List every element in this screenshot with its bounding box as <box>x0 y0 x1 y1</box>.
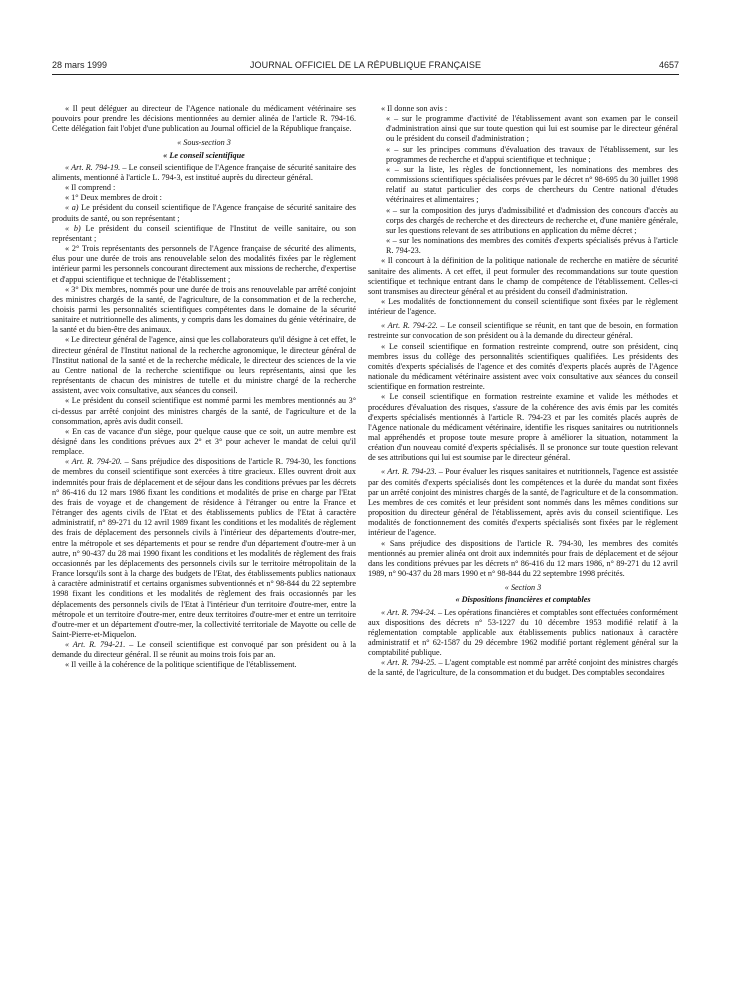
paragraph-modalites: « Les modalités de fonctionnement du conseil scientifique sont fixées par le règlement intérieur de l'agence. <box>368 296 678 317</box>
article-ref: « Art. R. 794-19. <box>65 162 121 172</box>
item-a-text: Le président du conseil scientifique de l'Agence française de sécurité sanitaire des produits de santé, ou son représentant ; <box>52 203 356 223</box>
paragraph-sans-prejudice: « Sans préjudice des dispositions de l'article R. 794-30, les membres des comités mentionnés au premier alinéa ont droit aux indemnités pour frais de déplacement et de séjour dans les conditions prévues par les décrets n° 86-416 du 12 mars 1986, n° 89-271 du 12 avril 1989, n° 90-437 du 28 mars 1990 et n° 98-844 du 22 septembre 1998 précités. <box>368 538 678 579</box>
paragraph-delegation: « Il peut déléguer au directeur de l'Agence nationale du médicament vétérinaire ses pouvoirs pour prendre les décisions mentionnées au dernier alinéa de l'article R. 794-16. Cette délégation fait l'objet d'une publication au Journal officiel de la République française. <box>52 104 356 134</box>
item-a-ref: « a) <box>65 203 79 213</box>
list-item: « – sur les nominations des membres des comités d'experts spécialisés prévus à l'article R. 794-23. <box>386 236 678 256</box>
list-item: « – sur les principes communs d'évaluation des travaux de l'établissement, sur les programmes de recherche et d'appui scientifique et technique ; <box>386 144 678 164</box>
paragraph-dix-membres: « 3° Dix membres, nommés pour une durée de trois ans renouvelable par arrêté conjoint des ministres chargés de la santé, de l'agriculture, de la consommation et de la recherche, choisis parmi les personnalités scientifiques compétentes dans le domaine de la sécurité sanitaire et nutritionnelle des aliments, y compris dans les domaines du génie vétérinaire, de la santé et du bien-être des animaux. <box>52 284 356 335</box>
article-text: – Le conseil scientifique est convoqué par son président ou à la demande du directeur général. Il se réunit au moins trois fois par an. <box>52 640 356 660</box>
list-item: « – sur la liste, les règles de fonctionnement, les nominations des membres des commissions scientifiques spécialisées prévues par le décret n° 98-695 du 30 juillet 1998 relatif au statut particulier des corps de chercheurs du Centre national d'études vétérinaires et alimentaires ; <box>386 164 678 205</box>
paragraph-representants: « 2° Trois représentants des personnels de l'Agence française de sécurité des aliments, élus pour une durée de trois ans renouvelable selon des modalités fixées par le règlement intérieur parmi les personnels concourant directement aux missions de recherche, d'expertise et d'appui scientifique et technique de l'établissement ; <box>52 244 356 284</box>
article-r794-20 <box>52 457 356 640</box>
article-r794-23 <box>368 467 678 538</box>
header-date: 28 mars 1999 <box>52 60 108 70</box>
article-text: – Pour évaluer les risques sanitaires et nutritionnels, l'agence est assistée par des comités d'experts spécialisés dont les compétences et la durée du mandat sont fixées par un arrêté conjoint des ministres chargés de la santé, de l'agriculture et de la consommation. Les membres de ces comités et leur président sont nommés dans les mêmes conditions sur proposition du directeur général de l'établissement, après avis du conseil scientifique. Les modalités de fonctionnement des comités d'experts spécialisés sont fixées par le règlement intérieur de l'agence. <box>368 467 678 538</box>
article-text: – L'agent comptable est nommé par arrêté conjoint des ministres chargés de la santé, de l'agriculture, de la consommation et du budget. Des comptables secondaires <box>368 658 678 678</box>
article-r794-22 <box>368 321 678 341</box>
paragraph-avis: « Il donne son avis : <box>381 104 448 113</box>
paragraph-membres-droit: « 1° Deux membres de droit : <box>65 193 162 203</box>
header-journal-title: JOURNAL OFFICIEL DE LA RÉPUBLIQUE FRANÇAISE <box>249 60 482 70</box>
paragraph-vacance: « En cas de vacance d'un siège, pour quelque cause que ce soit, un autre membre est désigné dans les conditions prévues aux 2° et 3° pour achever le mandat de celui qu'il remplace. <box>52 426 356 457</box>
subsection-heading: « Sous-section 3 <box>177 138 231 148</box>
paragraph-formation-restreinte: « Le conseil scientifique en formation restreinte comprend, outre son président, cinq membres issus du collège des personnalités scientifiques qualifiées. Les présidents des comités d'experts spécialisés de l'agence et des comités d'experts placés auprès de l'Agence nationale du médicament vétérinaire assistent avec voix consultative aux séances du conseil scientifique en formation restreinte. <box>368 341 678 392</box>
paragraph-comprend: « Il comprend : <box>65 183 116 193</box>
article-text: – Sans préjudice des dispositions de l'article R. 794-30, les fonctions de membres du conseil scientifique sont exercées à titre gracieux. Elles ouvrent droit aux indemnités pour frais de déplacement et de séjour dans les conditions prévues par les décrets n° 86-416 du 12 mars 1986 fixant les conditions et modalités de prise en charge par l'Etat des frais de voyage et de changement de résidence à l'étranger ou entre la France et l'étranger des agents civils de l'Etat et des établissements publics de l'Etat à caractère administratif, n° 89-271 du 12 avril 1989 fixant les conditions et les modalités de règlement des frais de déplacement des personnels civils à l'intérieur des départements d'outre-mer, entre la métropole et ses départements et pour se rendre d'un département d'outre-mer à un autre, n° 90-437 du 28 mai 1990 fixant les conditions et les modalités de règlement des frais occasionnés par les déplacements des personnels civils sur le territoire métropolitain de la France lorsqu'ils sont à la charge des budgets de l'Etat, des établissements publics nationaux à caractère administratif et certains organismes subventionnés et n° 98-844 du 22 septembre 1998 fixant les conditions et les modalités de règlement des frais occasionnés par les déplacements des personnels civils de l'Etat à l'intérieur d'un territoire d'outre-mer, entre la métropole et un territoire d'outre-mer, entre deux territoires d'outre-mer et entre un territoire d'outre-mer et un département d'outre-mer, la collectivité territoriale de Mayotte ou celle de Saint-Pierre-et-Miquelon. <box>52 457 356 639</box>
left-column <box>52 104 356 980</box>
right-column <box>368 104 678 980</box>
item-b <box>52 224 356 244</box>
article-ref: « Art. R. 794-25. <box>381 658 437 668</box>
subsection-title: « Le conseil scientifique <box>163 150 245 160</box>
paragraph-veille: « Il veille à la cohérence de la politique scientifique de l'établissement. <box>65 660 297 670</box>
article-text: – Le conseil scientifique se réunit, en tant que de besoin, en formation restreinte sur convocation de son président ou à la demande du directeur général. <box>368 321 678 341</box>
article-ref: « Art. R. 794-20. <box>65 457 122 467</box>
header-rule <box>52 74 679 75</box>
article-ref: « Art. R. 794-23. <box>381 467 437 477</box>
item-a <box>52 203 356 223</box>
article-text: – Le conseil scientifique de l'Agence française de sécurité sanitaire des aliments, mentionné à l'article L. 794-3, est institué auprès du directeur général. <box>52 162 356 182</box>
article-r794-21 <box>52 640 356 660</box>
header-page-number: 4657 <box>658 60 679 70</box>
list-item: « – sur le programme d'activité de l'établissement avant son examen par le conseil d'administration ainsi que sur toute question qui lui est soumise par le directeur général ou le président du conseil d'administration ; <box>386 114 678 144</box>
paragraph-directeur-general: « Le directeur général de l'agence, ainsi que les collaborateurs qu'il désigne à cet effet, le directeur général de l'Institut national de la recherche agronomique, le directeur général de l'Institut national de la santé et de la recherche médicale, le directeur des sciences de la vie au Centre national de la recherche scientifique ou leurs représentants, ainsi que les représentants de chacun des ministres de tutelle et du ministre chargé de la recherche assistent, avec voix consultative, aux séances du conseil. <box>52 335 356 396</box>
section-heading: « Section 3 <box>504 583 542 593</box>
item-b-ref: « b) <box>65 223 81 233</box>
article-text: – Les opérations financières et comptables sont effectuées conformément aux dispositions des décrets n° 53-1227 du 10 décembre 1953 modifié relatif à la réglementation comptable applicable aux établissements publics nationaux à caractère administratif et n° 62-1587 du 29 décembre 1962 modifié portant règlement général sur la comptabilité publique. <box>368 607 678 658</box>
paragraph-valide: « Le conseil scientifique en formation restreinte examine et valide les méthodes et procédures d'évaluation des risques, s'assure de la cohérence des avis émis par les comités d'experts spécialisés mentionnés à l'article R. 794-23 et par les comités placés auprès de l'Agence nationale du médicament vétérinaire, identifie les risques sanitaires ou nutritionnels mal appréhendés et propose toute mesure propre à améliorer la situation, notamment la création d'un nouveau comité d'experts spécialisés. Il se prononce sur toute question relevant de ses attributions qui lui est soumise par le directeur général. <box>368 392 678 463</box>
list-item: « – sur la composition des jurys d'admissibilité et d'admission des concours d'accès au corps des chargés de recherche et des directeurs de recherche et, d'une manière générale, sur les questions relevant de ses attributions en application du même décret ; <box>386 205 678 235</box>
article-r794-19 <box>52 163 356 183</box>
section-title: « Dispositions financières et comptables <box>455 595 591 605</box>
paragraph-president: « Le président du conseil scientifique est nommé parmi les membres mentionnés au 3° ci-dessus par arrêté conjoint des ministres chargés de la santé, de l'agriculture et de la consommation, après avis dudit conseil. <box>52 396 356 426</box>
running-header <box>52 58 679 72</box>
article-ref: « Art. R. 794-21. <box>65 640 126 650</box>
article-r794-24 <box>368 608 678 659</box>
paragraph-concourt: « Il concourt à la définition de la politique nationale de recherche en matière de sécurité sanitaire des aliments. A cet effet, il peut formuler des recommandations sur toute question scientifique et technique entrant dans le champ de compétence de l'établissement. Celles-ci sont transmises au directeur général et au président du conseil d'administration. <box>368 256 678 296</box>
article-ref: « Art. R. 794-24. <box>381 607 436 617</box>
item-b-text: Le président du conseil scientifique de l'Institut de veille sanitaire, ou son représentant ; <box>52 223 356 243</box>
article-ref: « Art. R. 794-22. <box>381 321 438 331</box>
article-r794-25 <box>368 658 678 678</box>
